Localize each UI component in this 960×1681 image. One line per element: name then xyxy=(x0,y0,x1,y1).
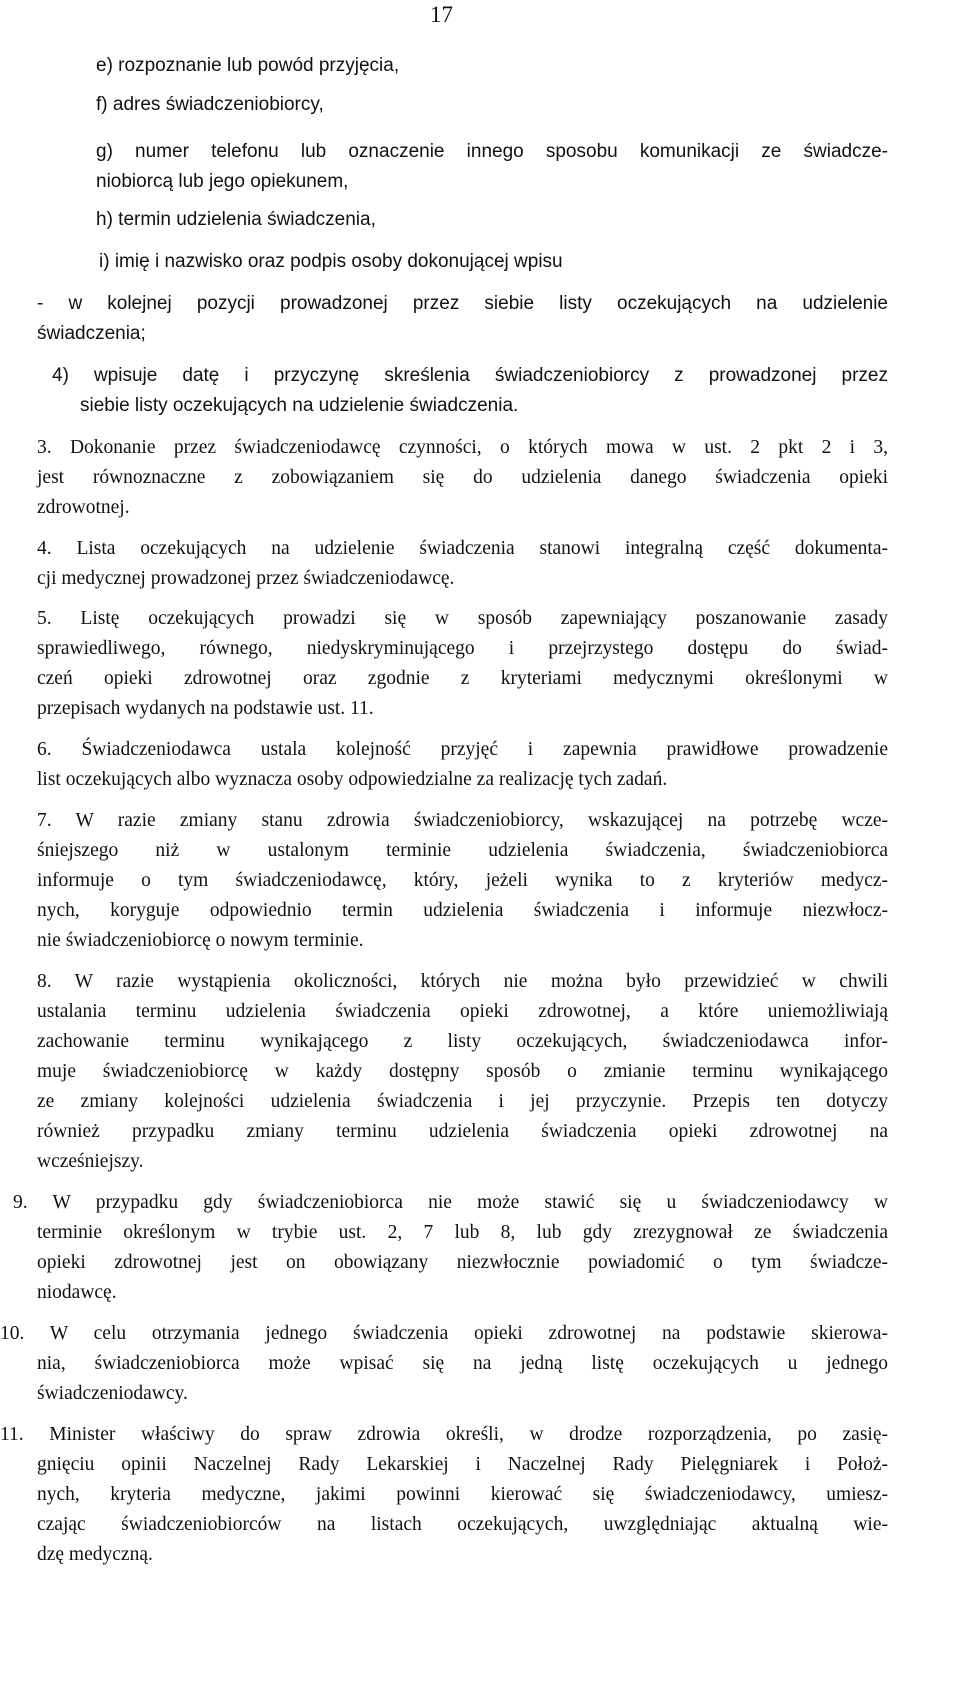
text-line: sprawiedliwego, równego, niedyskryminującego i przejrzystego dostępu do świad- xyxy=(37,638,888,659)
text-line: niodawcę. xyxy=(37,1282,117,1303)
text-line: świadczenia; xyxy=(37,323,146,344)
text-line: nie świadczeniobiorcę o nowym terminie. xyxy=(37,930,364,951)
text-line: nych, kryteria medyczne, jakimi powinni kierować się świadczeniodawcy, umiesz- xyxy=(37,1484,888,1505)
text-line: 8. W razie wystąpienia okoliczności, których nie można było przewidzieć w chwili xyxy=(37,971,888,992)
text-line: terminie określonym w trybie ust. 2, 7 lub 8, lub gdy zrezygnował ze świadczenia xyxy=(37,1222,888,1243)
text-line: świadczeniodawcy. xyxy=(37,1383,188,1404)
text-line: niobiorcą lub jego opiekunem, xyxy=(96,171,349,192)
text-line: czeń opieki zdrowotnej oraz zgodnie z kryteriami medycznymi określonymi w xyxy=(37,668,888,689)
text-line: 10. W celu otrzymania jednego świadczenia opieki zdrowotnej na podstawie skierowa- xyxy=(0,1323,888,1344)
text-line: e) rozpoznanie lub powód przyjęcia, xyxy=(96,55,400,76)
text-line: 9. W przypadku gdy świadczeniobiorca nie może stawić się u świadczeniodawcy w xyxy=(13,1192,888,1213)
text-line: muje świadczeniobiorcę w każdy dostępny sposób o zmianie terminu wynikającego xyxy=(37,1061,888,1082)
text-line: 4. Lista oczekujących na udzielenie świadczenia stanowi integralną część dokumenta- xyxy=(37,538,888,559)
text-line: nia, świadczeniobiorca może wpisać się na jedną listę oczekujących u jednego xyxy=(37,1353,888,1374)
text-line: wcześniejszy. xyxy=(37,1151,144,1172)
text-line: 7. W razie zmiany stanu zdrowia świadczeniobiorcy, wskazującej na potrzebę wcze- xyxy=(37,810,888,831)
text-line: g) numer telefonu lub oznaczenie innego sposobu komunikacji ze świadcze- xyxy=(96,141,888,162)
text-line: 3. Dokonanie przez świadczeniodawcę czynności, o których mowa w ust. 2 pkt 2 i 3, xyxy=(37,437,888,458)
text-line: - w kolejnej pozycji prowadzonej przez siebie listy oczekujących na udzielenie xyxy=(37,293,888,314)
text-line: informuje o tym świadczeniodawcę, który, jeżeli wynika to z kryteriów medycz- xyxy=(37,870,888,891)
text-line: gnięciu opinii Naczelnej Rady Lekarskiej i Naczelnej Rady Pielęgniarek i Położ- xyxy=(37,1454,888,1475)
text-line: 5. Listę oczekujących prowadzi się w sposób zapewniający poszanowanie zasady xyxy=(37,608,888,629)
text-line: f) adres świadczeniobiorcy, xyxy=(96,94,324,115)
text-line: nych, koryguje odpowiednio termin udzielenia świadczenia i informuje niezwłocz- xyxy=(37,900,888,921)
text-line: czając świadczeniobiorców na listach oczekujących, uwzględniając aktualną wie- xyxy=(37,1514,888,1535)
text-line: 6. Świadczeniodawca ustala kolejność przyjęć i zapewnia prawidłowe prowadzenie xyxy=(37,739,888,760)
text-line: cji medycznej prowadzonej przez świadczeniodawcę. xyxy=(37,568,455,589)
text-line: opieki zdrowotnej jest on obowiązany niezwłocznie powiadomić o tym świadcze- xyxy=(37,1252,888,1273)
text-line: śniejszego niż w ustalonym terminie udzielenia świadczenia, świadczeniobiorca xyxy=(37,840,888,861)
text-line: dzę medyczną. xyxy=(37,1544,153,1565)
text-line: przepisach wydanych na podstawie ust. 11. xyxy=(37,698,374,719)
text-line: 4) wpisuje datę i przyczynę skreślenia świadczeniobiorcy z prowadzonej przez xyxy=(52,365,888,386)
text-line: zdrowotnej. xyxy=(37,497,130,518)
text-line: 11. Minister właściwy do spraw zdrowia określi, w drodze rozporządzenia, po zasię- xyxy=(0,1424,888,1445)
text-line: h) termin udzielenia świadczenia, xyxy=(96,209,376,230)
text-line: list oczekujących albo wyznacza osoby odpowiedzialne za realizację tych zadań. xyxy=(37,769,668,790)
text-line: również przypadku zmiany terminu udzielenia świadczenia opieki zdrowotnej na xyxy=(37,1121,888,1142)
text-line: jest równoznaczne z zobowiązaniem się do udzielenia danego świadczenia opieki xyxy=(37,467,888,488)
text-line: siebie listy oczekujących na udzielenie świadczenia. xyxy=(80,395,519,416)
text-line: zachowanie terminu wynikającego z listy oczekujących, świadczeniodawca infor- xyxy=(37,1031,888,1052)
page-number: 17 xyxy=(430,2,453,27)
text-line: ustalania terminu udzielenia świadczenia opieki zdrowotnej, a które uniemożliwiają xyxy=(37,1001,888,1022)
text-line: ze zmiany kolejności udzielenia świadczenia i jej przyczynie. Przepis ten dotyczy xyxy=(37,1091,888,1112)
text-line: i) imię i nazwisko oraz podpis osoby dokonującej wpisu xyxy=(99,251,563,272)
